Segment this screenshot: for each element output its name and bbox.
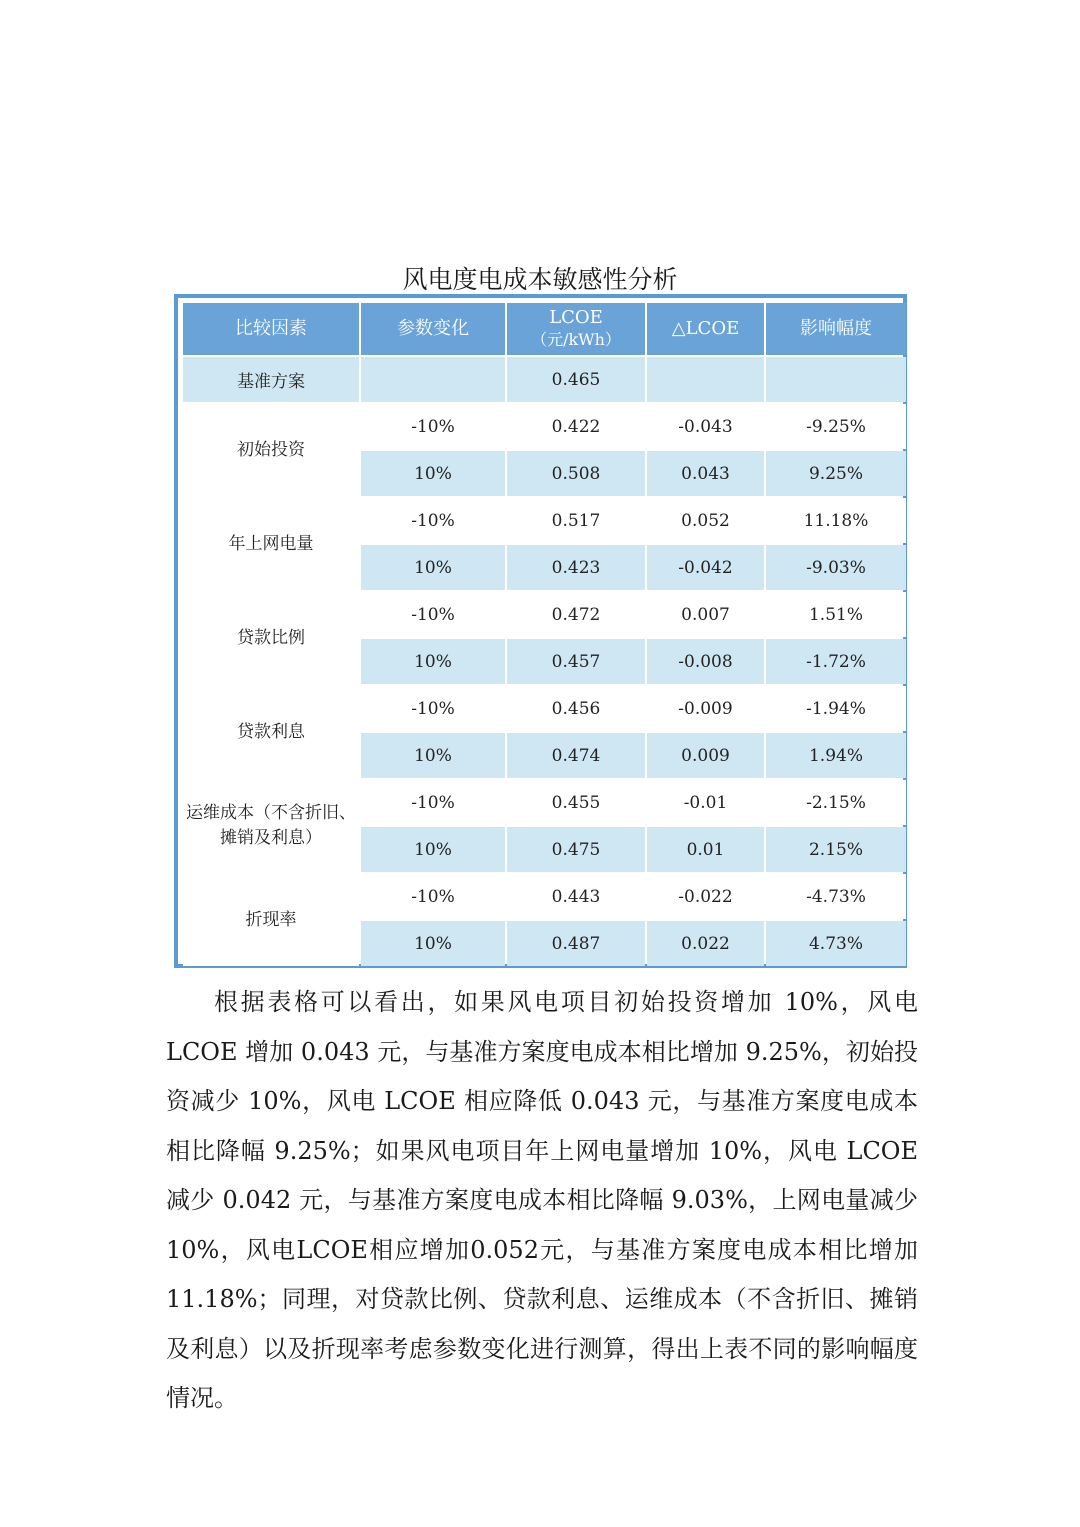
cell-lcoe: 0.472 [507,592,645,637]
cell-lcoe: 0.423 [507,545,645,590]
factor-annual-grid-output: 年上网电量 [183,498,359,590]
cell-lcoe: 0.457 [507,639,645,684]
cell-change: -10% [361,874,505,919]
factor-initial-investment: 初始投资 [183,404,359,496]
document-title: 风电度电成本敏感性分析 [402,265,678,294]
sensitivity-table [181,301,908,968]
header-delta-lcoe: △LCOE [647,303,764,355]
cell-delta: -0.022 [647,874,764,919]
cell-impact: 4.73% [766,921,906,966]
cell-change: -10% [361,686,505,731]
cell-lcoe: 0.422 [507,404,645,449]
cell-delta: 0.022 [647,921,764,966]
baseline-row [183,357,906,402]
cell-impact: 2.15% [766,827,906,872]
baseline-lcoe: 0.465 [507,357,645,402]
cell-delta: -0.009 [647,686,764,731]
header-lcoe [507,303,645,355]
cell-change: -10% [361,498,505,543]
cell-impact: 11.18% [766,498,906,543]
cell-lcoe: 0.475 [507,827,645,872]
cell-delta: -0.042 [647,545,764,590]
cell-change: -10% [361,780,505,825]
cell-change: 10% [361,827,505,872]
cell-impact: -2.15% [766,780,906,825]
analysis-paragraph [166,978,918,1424]
cell-impact: -1.72% [766,639,906,684]
factor-loan-interest: 贷款利息 [183,686,359,778]
cell-delta: 0.007 [647,592,764,637]
table-row [183,592,906,637]
baseline-impact-empty [766,357,906,402]
sensitivity-table-frame [174,294,907,968]
header-factor: 比较因素 [183,303,359,355]
cell-change: -10% [361,592,505,637]
cell-lcoe: 0.517 [507,498,645,543]
cell-delta: 0.01 [647,827,764,872]
cell-impact: -4.73% [766,874,906,919]
cell-delta: 0.052 [647,498,764,543]
cell-impact: 1.51% [766,592,906,637]
baseline-factor: 基准方案 [183,357,359,402]
factor-discount-rate: 折现率 [183,874,359,966]
cell-lcoe: 0.455 [507,780,645,825]
cell-lcoe: 0.474 [507,733,645,778]
header-impact: 影响幅度 [766,303,906,355]
table-header-row [183,303,906,355]
table-row [183,404,906,449]
cell-change: 10% [361,545,505,590]
cell-change: 10% [361,733,505,778]
analysis-text: 根据表格可以看出，如果风电项目初始投资增加 10%，风电 LCOE 增加 0.043 元，与基准方案度电成本相比增加 9.25%，初始投资减少 10%，风电 LCOE 相应降低 0.043 元，与基准方案度电成本相比降幅 9.25%；如果风电项目年上网电量增加 10%，风电 LCOE 减少 0.042 元，与基准方案度电成本相比降幅 9.03%，上网电量减少 10%，风电LCOE相应增加0.052元，与基准方案度电成本相比增加11.18%；同理，对贷款比例、贷款利息、运维成本（不含折旧、摊销及利息）以及折现率考虑参数变化进行测算，得出上表不同的影响幅度情况。 [166,988,918,1412]
cell-impact: -9.03% [766,545,906,590]
cell-impact: 9.25% [766,451,906,496]
cell-delta: -0.01 [647,780,764,825]
cell-lcoe: 0.487 [507,921,645,966]
header-change: 参数变化 [361,303,505,355]
cell-delta: -0.008 [647,639,764,684]
cell-lcoe: 0.456 [507,686,645,731]
baseline-delta-empty [647,357,764,402]
cell-delta: 0.009 [647,733,764,778]
cell-change: 10% [361,639,505,684]
table-row [183,874,906,919]
cell-lcoe: 0.508 [507,451,645,496]
table-row [183,498,906,543]
table-row [183,780,906,825]
header-lcoe-unit: （元/kWh） [531,330,621,349]
baseline-change-empty [361,357,505,402]
cell-delta: -0.043 [647,404,764,449]
cell-change: -10% [361,404,505,449]
cell-impact: 1.94% [766,733,906,778]
cell-delta: 0.043 [647,451,764,496]
cell-change: 10% [361,921,505,966]
cell-impact: -9.25% [766,404,906,449]
header-lcoe-label: LCOE [549,307,603,328]
cell-lcoe: 0.443 [507,874,645,919]
cell-impact: -1.94% [766,686,906,731]
table-row [183,686,906,731]
factor-om-cost: 运维成本（不含折旧、摊销及利息） [183,780,359,872]
factor-loan-ratio: 贷款比例 [183,592,359,684]
cell-change: 10% [361,451,505,496]
